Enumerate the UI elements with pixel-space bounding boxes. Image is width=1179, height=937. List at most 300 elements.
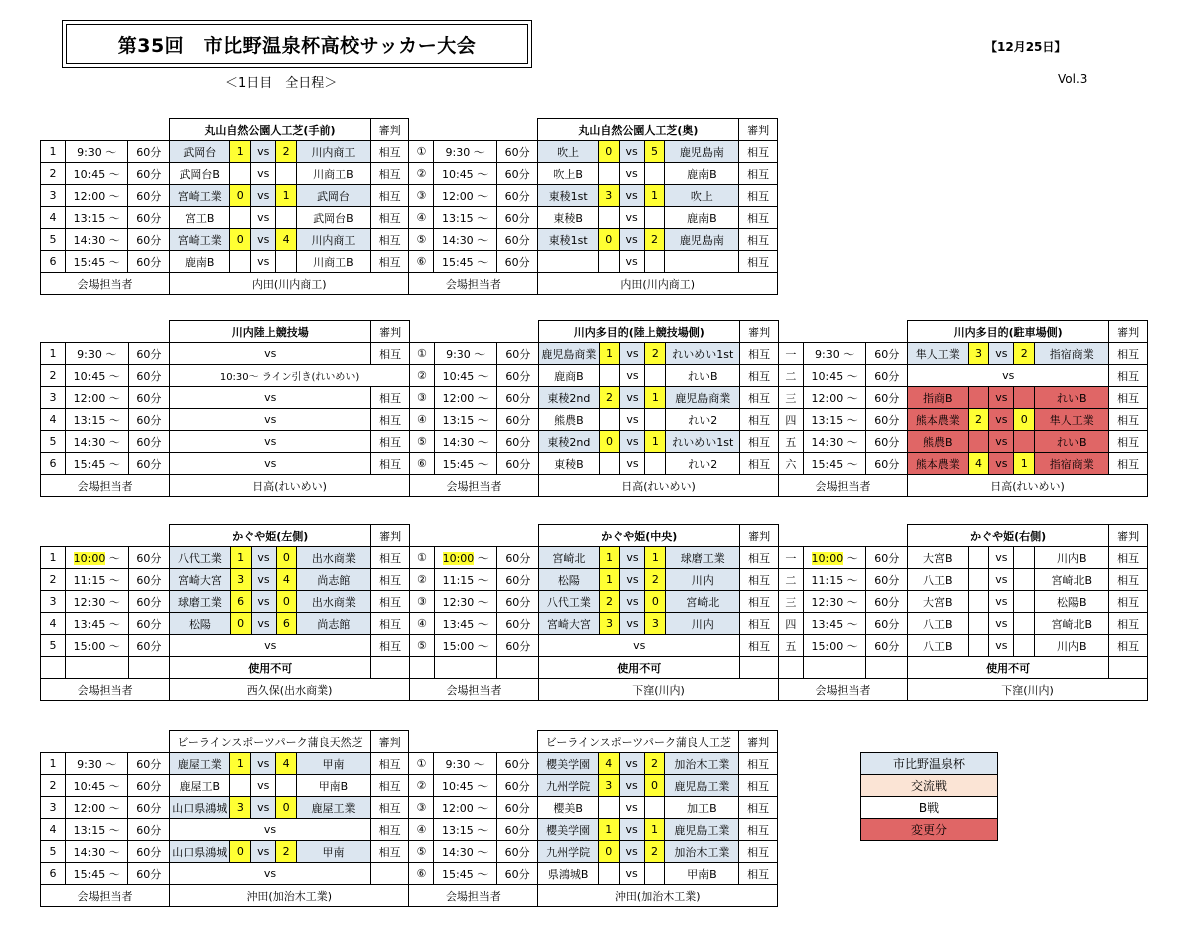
home-score: [598, 797, 619, 819]
referee: 相互: [739, 753, 778, 775]
referee: 相互: [371, 569, 410, 591]
home-team: 武岡台: [170, 141, 230, 163]
away-team: 甲南: [297, 841, 371, 863]
home-score: 0: [230, 841, 251, 863]
away-team: 隼人工業: [1035, 409, 1109, 431]
home-team: 東稜1st: [538, 229, 598, 251]
referee: 相互: [371, 635, 410, 657]
referee: 相互: [1109, 409, 1148, 431]
duration: 60分: [866, 635, 908, 657]
table-row: [41, 635, 1148, 657]
match-time: 13:15 ～: [66, 409, 129, 431]
venue-name: 川内多目的(陸上競技場側): [539, 321, 740, 343]
away-team: れい2: [666, 453, 740, 475]
manager-label: 会場担当者: [409, 679, 538, 701]
manager-name: 沖田(加治木工業): [538, 885, 778, 907]
away-team: 甲南: [297, 753, 371, 775]
away-score: 4: [276, 569, 297, 591]
referee: 相互: [739, 163, 778, 185]
ref-header: 審判: [740, 321, 779, 343]
duration: 60分: [496, 185, 538, 207]
away-score: [1014, 431, 1035, 453]
home-team: 東稜2nd: [539, 387, 599, 409]
home-team: 宮崎大宮: [539, 613, 599, 635]
away-team: れいB: [1035, 387, 1109, 409]
away-score: 2: [1014, 343, 1035, 365]
vs-label: vs: [620, 569, 645, 591]
referee: 相互: [740, 387, 779, 409]
manager-name: 沖田(加治木工業): [170, 885, 409, 907]
vs-label: vs: [619, 841, 644, 863]
home-team: 鹿屋工B: [170, 775, 230, 797]
referee: 相互: [739, 863, 778, 885]
duration: 60分: [496, 251, 538, 273]
match-number: 四: [778, 409, 803, 431]
match-time: 12:30 ～: [803, 591, 866, 613]
venue-name: 川内多目的(駐車場側): [908, 321, 1109, 343]
unusable-label: 使用不可: [170, 657, 371, 679]
match-time: 14:30 ～: [803, 431, 866, 453]
home-score: [968, 387, 989, 409]
home-score: [598, 251, 619, 273]
away-team: 加工B: [665, 797, 739, 819]
home-team: 吹上: [538, 141, 598, 163]
duration: 60分: [496, 863, 538, 885]
manager-label: 会場担当者: [778, 679, 907, 701]
away-score: [276, 251, 297, 273]
away-team: 鹿児島南: [665, 229, 739, 251]
away-team: 鹿南B: [665, 207, 739, 229]
away-score: 4: [276, 753, 297, 775]
home-score: [968, 613, 989, 635]
home-team: 宮崎工業: [170, 185, 230, 207]
away-score: [1014, 635, 1035, 657]
away-score: [1014, 569, 1035, 591]
away-team: 川内商工: [296, 141, 370, 163]
page-title: 第35回 市比野温泉杯高校サッカー大会: [66, 24, 528, 64]
legend-item: 交流戦: [861, 775, 998, 797]
away-score: [644, 863, 665, 885]
away-score: [644, 163, 665, 185]
match-number: ①: [409, 547, 434, 569]
away-team: 宮崎北B: [1035, 569, 1109, 591]
vs-label: vs: [620, 591, 645, 613]
legend-item: 市比野温泉杯: [861, 753, 998, 775]
home-score: [599, 453, 620, 475]
match-time: 14:30 ～: [65, 841, 127, 863]
match-time: 15:45 ～: [434, 863, 496, 885]
away-score: [276, 163, 297, 185]
vs-label: vs: [620, 365, 645, 387]
home-team: 宮崎大宮: [170, 569, 230, 591]
duration: 60分: [128, 863, 170, 885]
away-score: 4: [276, 229, 297, 251]
away-score: 6: [276, 613, 297, 635]
match-time: 13:15 ～: [434, 207, 496, 229]
match-number: ②: [409, 569, 434, 591]
duration: 60分: [128, 797, 170, 819]
page-subtitle: ＜1日目 全日程＞: [225, 76, 338, 91]
vs-label: vs: [251, 753, 276, 775]
match-number: 二: [778, 365, 803, 387]
legend-item: 変更分: [861, 819, 998, 841]
match-number: 五: [778, 431, 803, 453]
referee: 相互: [1109, 453, 1148, 475]
duration: 60分: [128, 365, 170, 387]
table-row: [41, 613, 1148, 635]
manager-label: 会場担当者: [409, 475, 538, 497]
away-team: 川内B: [1035, 547, 1109, 569]
home-team: 八工B: [908, 613, 968, 635]
referee: 相互: [740, 591, 779, 613]
vs-label: vs: [989, 387, 1014, 409]
match-time: 12:30 ～: [66, 591, 129, 613]
away-team: 宮崎北: [666, 591, 740, 613]
referee: 相互: [370, 163, 409, 185]
manager-label: 会場担当者: [41, 885, 170, 907]
referee: 相互: [370, 841, 409, 863]
home-score: 0: [598, 141, 619, 163]
duration: 60分: [128, 635, 170, 657]
match-number: ④: [409, 207, 434, 229]
duration: 60分: [128, 251, 170, 273]
title-box: [62, 20, 532, 68]
match-number: ①: [409, 753, 434, 775]
vs-label: vs: [251, 613, 276, 635]
away-team: 鹿屋工業: [297, 797, 371, 819]
ref-header: 審判: [739, 731, 778, 753]
manager-name: 日高(れいめい): [170, 475, 410, 497]
away-score: 0: [644, 775, 665, 797]
home-team: 宮工B: [170, 207, 230, 229]
home-score: 0: [230, 613, 251, 635]
match-time: 12:30 ～: [434, 591, 497, 613]
match-time: 15:45 ～: [66, 453, 129, 475]
home-team: 東稜1st: [538, 185, 598, 207]
ref-header: 審判: [740, 525, 779, 547]
duration: 60分: [128, 343, 170, 365]
home-team: 櫻美学園: [538, 753, 598, 775]
home-score: 4: [598, 753, 619, 775]
away-team: 出水商業: [297, 547, 371, 569]
duration: 60分: [128, 387, 170, 409]
legend-item: B戦: [861, 797, 998, 819]
ref-header: 審判: [739, 119, 778, 141]
referee: 相互: [370, 797, 409, 819]
manager-label: 会場担当者: [778, 475, 907, 497]
home-team: 鹿児島商業: [539, 343, 599, 365]
away-score: [1014, 547, 1035, 569]
vs-label: vs: [251, 251, 276, 273]
away-score: [645, 453, 666, 475]
match-time: 10:00 ～: [66, 547, 129, 569]
referee: 相互: [1109, 431, 1148, 453]
table-row: [41, 657, 1148, 679]
vs-label: vs: [620, 343, 645, 365]
duration: 60分: [497, 613, 539, 635]
home-score: 2: [599, 387, 620, 409]
vs-label: vs: [989, 431, 1014, 453]
table-row: [41, 569, 1148, 591]
home-score: [230, 163, 251, 185]
referee: 相互: [739, 797, 778, 819]
vs-label: vs: [989, 343, 1014, 365]
venue-name: かぐや姫(右側): [908, 525, 1109, 547]
table-row: [41, 885, 778, 907]
venue-name: 川内陸上競技場: [170, 321, 371, 343]
match-time: 10:45 ～: [803, 365, 866, 387]
referee: 相互: [739, 251, 778, 273]
match-time: 15:00 ～: [434, 635, 497, 657]
duration: 60分: [128, 819, 170, 841]
vs-label: vs: [619, 185, 644, 207]
table-row: [41, 863, 778, 885]
referee: 相互: [370, 819, 409, 841]
home-score: [968, 569, 989, 591]
home-score: [968, 547, 989, 569]
away-score: 0: [276, 797, 297, 819]
away-team: 加治木工業: [665, 841, 739, 863]
referee: 相互: [740, 547, 779, 569]
ref-header: 審判: [1109, 525, 1148, 547]
vs-label: vs: [619, 753, 644, 775]
manager-name: 西久保(出水商業): [170, 679, 410, 701]
vs-label: vs: [170, 863, 371, 885]
away-team: 川内B: [1035, 635, 1109, 657]
match-number: 5: [41, 841, 66, 863]
home-team: 熊農B: [539, 409, 599, 431]
away-score: 0: [276, 591, 297, 613]
table-row: [41, 453, 1148, 475]
color-legend: [860, 752, 998, 841]
home-score: 1: [599, 547, 620, 569]
referee: 相互: [740, 365, 779, 387]
vs-label: vs: [251, 591, 276, 613]
match-number: 5: [41, 229, 66, 251]
away-score: 1: [645, 387, 666, 409]
schedule-sendai: [40, 320, 1148, 497]
ref-header: 審判: [371, 525, 410, 547]
home-score: [599, 365, 620, 387]
match-number: ④: [409, 409, 434, 431]
home-team: 櫻美学園: [538, 819, 598, 841]
home-score: 4: [968, 453, 989, 475]
away-score: 2: [644, 841, 665, 863]
duration: 60分: [128, 431, 170, 453]
home-score: 6: [230, 591, 251, 613]
home-team: 指商B: [908, 387, 968, 409]
match-time: 12:00 ～: [65, 185, 127, 207]
away-team: 松陽B: [1035, 591, 1109, 613]
manager-name: 下窪(川内): [539, 679, 779, 701]
vs-label: vs: [989, 409, 1014, 431]
match-time: 9:30 ～: [434, 141, 496, 163]
away-score: [645, 365, 666, 387]
duration: 60分: [128, 229, 170, 251]
home-team: 熊農B: [908, 431, 968, 453]
match-number: 6: [41, 863, 66, 885]
vs-label: vs: [620, 431, 645, 453]
table-row: [41, 119, 778, 141]
home-team: 九州学院: [538, 841, 598, 863]
away-team: 宮崎北B: [1035, 613, 1109, 635]
match-number: 1: [41, 547, 66, 569]
match-number: ⑤: [409, 635, 434, 657]
duration: 60分: [497, 569, 539, 591]
table-row: [41, 409, 1148, 431]
manager-label: 会場担当者: [409, 885, 538, 907]
venue-name: かぐや姫(中央): [539, 525, 740, 547]
home-team: 大宮B: [908, 547, 968, 569]
match-time: 15:00 ～: [66, 635, 129, 657]
match-number: 3: [41, 591, 66, 613]
referee: 相互: [371, 409, 410, 431]
duration: 60分: [128, 453, 170, 475]
duration: 60分: [128, 613, 170, 635]
ref-header: 審判: [370, 119, 409, 141]
home-score: [598, 863, 619, 885]
referee: 相互: [371, 343, 410, 365]
away-score: 1: [276, 185, 297, 207]
away-team: 加治木工業: [665, 753, 739, 775]
referee: 相互: [740, 431, 779, 453]
match-number: ③: [409, 591, 434, 613]
referee: 相互: [1109, 365, 1148, 387]
match-number: 2: [41, 163, 66, 185]
vs-label: vs: [251, 163, 276, 185]
home-score: 3: [598, 775, 619, 797]
away-score: 0: [1014, 409, 1035, 431]
home-score: [968, 431, 989, 453]
away-score: 1: [1014, 453, 1035, 475]
home-score: [968, 635, 989, 657]
home-team: 八代工業: [539, 591, 599, 613]
referee: 相互: [1109, 387, 1148, 409]
match-number: 三: [778, 591, 803, 613]
home-team: 熊本農業: [908, 409, 968, 431]
match-number: ⑥: [409, 251, 434, 273]
referee: 相互: [739, 229, 778, 251]
match-number: ⑤: [409, 841, 434, 863]
away-team: れいめい1st: [666, 431, 740, 453]
match-number: 2: [41, 775, 66, 797]
match-number: 3: [41, 185, 66, 207]
vs-label: vs: [251, 569, 276, 591]
home-team: 吹上B: [538, 163, 598, 185]
table-row: [41, 525, 1148, 547]
match-number: 3: [41, 797, 66, 819]
duration: 60分: [866, 613, 908, 635]
home-team: 球磨工業: [170, 591, 230, 613]
match-time: 14:30 ～: [434, 841, 496, 863]
away-score: [276, 207, 297, 229]
match-number: 4: [41, 207, 66, 229]
match-number: ④: [409, 819, 434, 841]
table-row: [41, 775, 778, 797]
unusable-label: 使用不可: [539, 657, 740, 679]
referee: 相互: [1109, 613, 1148, 635]
vs-label: vs: [620, 453, 645, 475]
away-team: 甲南B: [297, 775, 371, 797]
home-score: 1: [230, 547, 251, 569]
home-team: 山口県鴻城: [170, 841, 230, 863]
match-time: 15:45 ～: [65, 863, 127, 885]
away-team: 甲南B: [665, 863, 739, 885]
duration: 60分: [866, 387, 908, 409]
manager-name: 下窪(川内): [908, 679, 1148, 701]
duration: 60分: [866, 343, 908, 365]
vs-label: vs: [251, 775, 276, 797]
duration: 60分: [497, 365, 539, 387]
away-score: [644, 797, 665, 819]
match-time: 10:45 ～: [65, 775, 127, 797]
match-time: 12:00 ～: [803, 387, 866, 409]
match-number: 4: [41, 819, 66, 841]
referee: 相互: [739, 207, 778, 229]
referee: 相互: [371, 591, 410, 613]
match-time: 12:00 ～: [434, 797, 496, 819]
volume-label: Vol.3: [1058, 72, 1088, 86]
table-row: [41, 387, 1148, 409]
vs-label: vs: [251, 207, 276, 229]
referee: 相互: [371, 453, 410, 475]
referee: 相互: [1109, 547, 1148, 569]
vs-label: vs: [170, 431, 371, 453]
match-number: ⑤: [409, 431, 434, 453]
table-row: [41, 797, 778, 819]
duration: 60分: [497, 547, 539, 569]
home-team: 大宮B: [908, 591, 968, 613]
referee: 相互: [740, 613, 779, 635]
match-number: 6: [41, 453, 66, 475]
duration: 60分: [128, 409, 170, 431]
match-time: 13:45 ～: [66, 613, 129, 635]
vs-label: vs: [251, 185, 276, 207]
home-team: 八代工業: [170, 547, 230, 569]
home-team: 東稜B: [539, 453, 599, 475]
table-row: [41, 321, 1148, 343]
away-team: 川内商工: [296, 229, 370, 251]
manager-label: 会場担当者: [41, 679, 170, 701]
match-time: 10:00 ～: [803, 547, 866, 569]
referee: 相互: [371, 547, 410, 569]
away-team: 球磨工業: [666, 547, 740, 569]
venue-name: 丸山自然公園人工芝(手前): [170, 119, 371, 141]
home-score: 3: [598, 185, 619, 207]
vs-label: vs: [251, 547, 276, 569]
referee: 相互: [1109, 635, 1148, 657]
referee: 相互: [740, 409, 779, 431]
table-row: [41, 819, 778, 841]
away-team: れい2: [666, 409, 740, 431]
away-score: [1014, 387, 1035, 409]
vs-label: vs: [619, 141, 644, 163]
match-number: ⑥: [409, 453, 434, 475]
match-time: 14:30 ～: [66, 431, 129, 453]
match-number: 二: [778, 569, 803, 591]
match-number: 4: [41, 409, 66, 431]
schedule-bline: [40, 730, 778, 907]
duration: 60分: [128, 591, 170, 613]
match-time: 9:30 ～: [65, 753, 127, 775]
away-score: 0: [645, 591, 666, 613]
table-row: [41, 753, 778, 775]
table-row: [41, 343, 1148, 365]
home-score: [230, 251, 251, 273]
match-time: 12:00 ～: [65, 797, 127, 819]
duration: 60分: [496, 753, 538, 775]
match-number: ⑤: [409, 229, 434, 251]
